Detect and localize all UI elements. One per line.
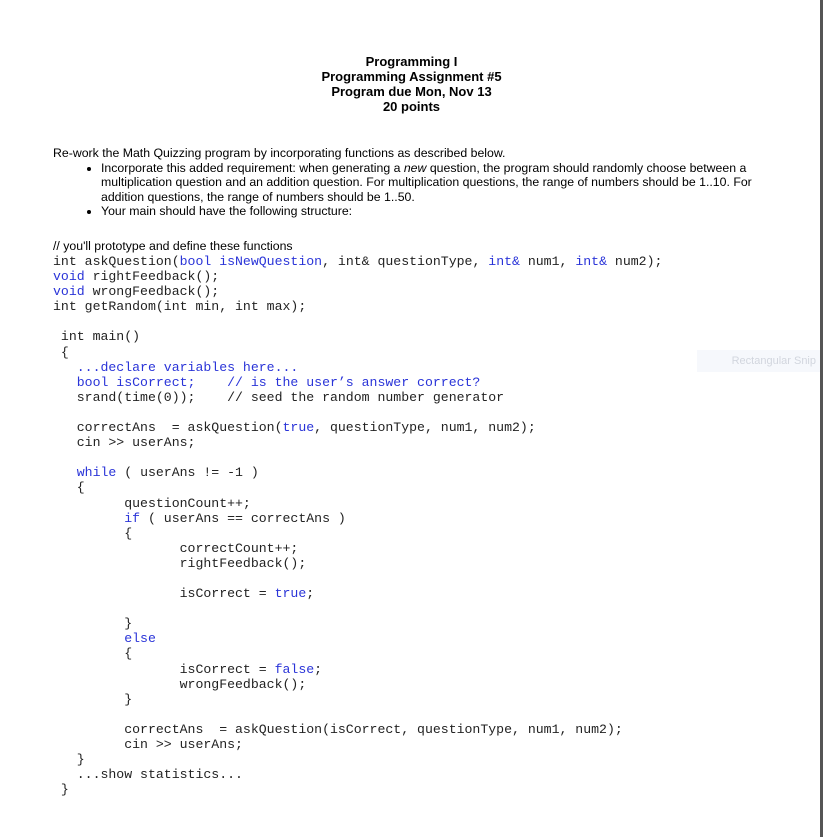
code-line xyxy=(53,390,662,405)
code-line xyxy=(53,782,662,797)
code-text: ; xyxy=(314,661,323,677)
code-line xyxy=(53,646,662,661)
code-text: correctAns = askQuestion(isCorrect, questionType, num1, num2); xyxy=(53,721,623,737)
code-line xyxy=(53,722,662,737)
requirement-list xyxy=(53,161,773,219)
requirement-text: question, the program should randomly choose between a multiplication question and an addition question. For multiplication questions, the range of numbers should be 1..10. For addition questions, the range of numbers should be 1..50. xyxy=(101,160,752,204)
code-line xyxy=(53,677,662,692)
rectangular-snip-tooltip: Rectangular Snip xyxy=(697,350,820,372)
code-line xyxy=(53,767,662,782)
code-keyword: if xyxy=(124,510,141,526)
code-keyword: else xyxy=(124,631,156,647)
code-line xyxy=(53,496,662,511)
code-text: , int& questionType, xyxy=(322,254,489,269)
code-text: { xyxy=(53,344,69,360)
code-line xyxy=(53,541,662,556)
code-line xyxy=(53,375,662,390)
code-text: { xyxy=(53,646,133,662)
code-line xyxy=(53,480,662,495)
code-line xyxy=(53,284,662,299)
instructions xyxy=(53,146,773,219)
code-line xyxy=(53,556,662,571)
code-line xyxy=(53,254,662,269)
code-text xyxy=(53,511,124,526)
code-text: ( userAns == correctAns ) xyxy=(140,510,346,526)
code-text: correctAns = askQuestion( xyxy=(53,420,283,436)
code-text: rightFeedback(); xyxy=(53,555,307,571)
code-intro-comment: // you'll prototype and define these functions xyxy=(53,239,293,253)
code-text: questionCount++; xyxy=(53,495,251,511)
code-text: wrongFeedback(); xyxy=(53,676,307,692)
code-keyword: while xyxy=(76,465,117,481)
code-line xyxy=(53,360,662,375)
code-line xyxy=(53,329,662,344)
code-text: int getRandom(int min, int max); xyxy=(53,299,307,315)
code-keyword: int& xyxy=(575,254,607,269)
code-line xyxy=(53,269,662,284)
code-line xyxy=(53,616,662,631)
code-text: ; xyxy=(306,586,315,602)
code-text: , questionType, num1, num2); xyxy=(314,420,536,436)
code-text: srand(time(0)); // seed the random number generator xyxy=(53,389,505,405)
code-text: rightFeedback(); xyxy=(84,269,220,285)
code-text: cin >> userAns; xyxy=(53,435,196,451)
code-line xyxy=(53,314,662,329)
requirement-text: Your main should have the following structure: xyxy=(101,204,353,218)
code-line xyxy=(53,435,662,450)
code-text: int askQuestion( xyxy=(53,254,180,269)
code-line xyxy=(53,420,662,435)
code-line xyxy=(53,526,662,541)
code-line xyxy=(53,465,662,480)
course-title: Programming I xyxy=(365,54,458,69)
points: 20 points xyxy=(382,99,441,114)
code-text xyxy=(53,465,77,480)
code-text: { xyxy=(53,480,85,496)
requirement-item xyxy=(101,204,773,219)
instructions-lead: Re-work the Math Quizzing program by incorporating functions as described below. xyxy=(53,146,506,160)
code-text: isCorrect = xyxy=(53,586,275,602)
code-line xyxy=(53,737,662,752)
code-text xyxy=(53,631,124,646)
code-text: ...show statistics... xyxy=(53,767,243,783)
code-line xyxy=(53,631,662,646)
code-text: num2); xyxy=(607,254,663,269)
code-text: } xyxy=(53,752,85,768)
code-line xyxy=(53,450,662,465)
document-header xyxy=(0,54,823,114)
code-line xyxy=(53,692,662,707)
code-keyword: true xyxy=(274,586,307,602)
code-listing xyxy=(53,254,662,797)
code-line xyxy=(53,345,662,360)
code-text: } xyxy=(53,782,69,798)
code-keyword: int& xyxy=(488,254,520,269)
code-text: { xyxy=(53,525,133,541)
code-text: ( userAns != -1 ) xyxy=(116,465,259,481)
code-line xyxy=(53,511,662,526)
code-text: isCorrect = xyxy=(53,661,275,677)
code-line xyxy=(53,707,662,722)
code-text: } xyxy=(53,616,133,632)
code-text: wrongFeedback(); xyxy=(84,284,220,300)
code-line xyxy=(53,405,662,420)
code-text: cin >> userAns; xyxy=(53,737,243,752)
requirement-text: new xyxy=(403,160,427,175)
code-line xyxy=(53,571,662,586)
assignment-title: Programming Assignment #5 xyxy=(321,69,502,84)
code-line xyxy=(53,752,662,767)
code-text: } xyxy=(53,691,133,707)
code-keyword: bool isCorrect; // is the user’s answer correct? xyxy=(53,374,481,390)
code-text: correctCount++; xyxy=(53,540,299,556)
due-date: Program due Mon, Nov 13 xyxy=(331,84,492,99)
code-keyword: ...declare variables here... xyxy=(53,359,299,375)
code-line xyxy=(53,662,662,677)
code-keyword: true xyxy=(282,420,315,436)
code-keyword: void xyxy=(53,269,85,285)
code-line xyxy=(53,586,662,601)
code-keyword: false xyxy=(274,661,315,677)
code-line xyxy=(53,601,662,616)
code-keyword: bool isNewQuestion xyxy=(179,254,323,269)
code-text: int main() xyxy=(53,329,141,345)
code-line xyxy=(53,299,662,314)
code-text: num1, xyxy=(519,254,576,269)
requirement-item xyxy=(101,161,773,205)
code-keyword: void xyxy=(53,284,85,300)
requirement-text: Incorporate this added requirement: when generating a xyxy=(101,160,404,175)
